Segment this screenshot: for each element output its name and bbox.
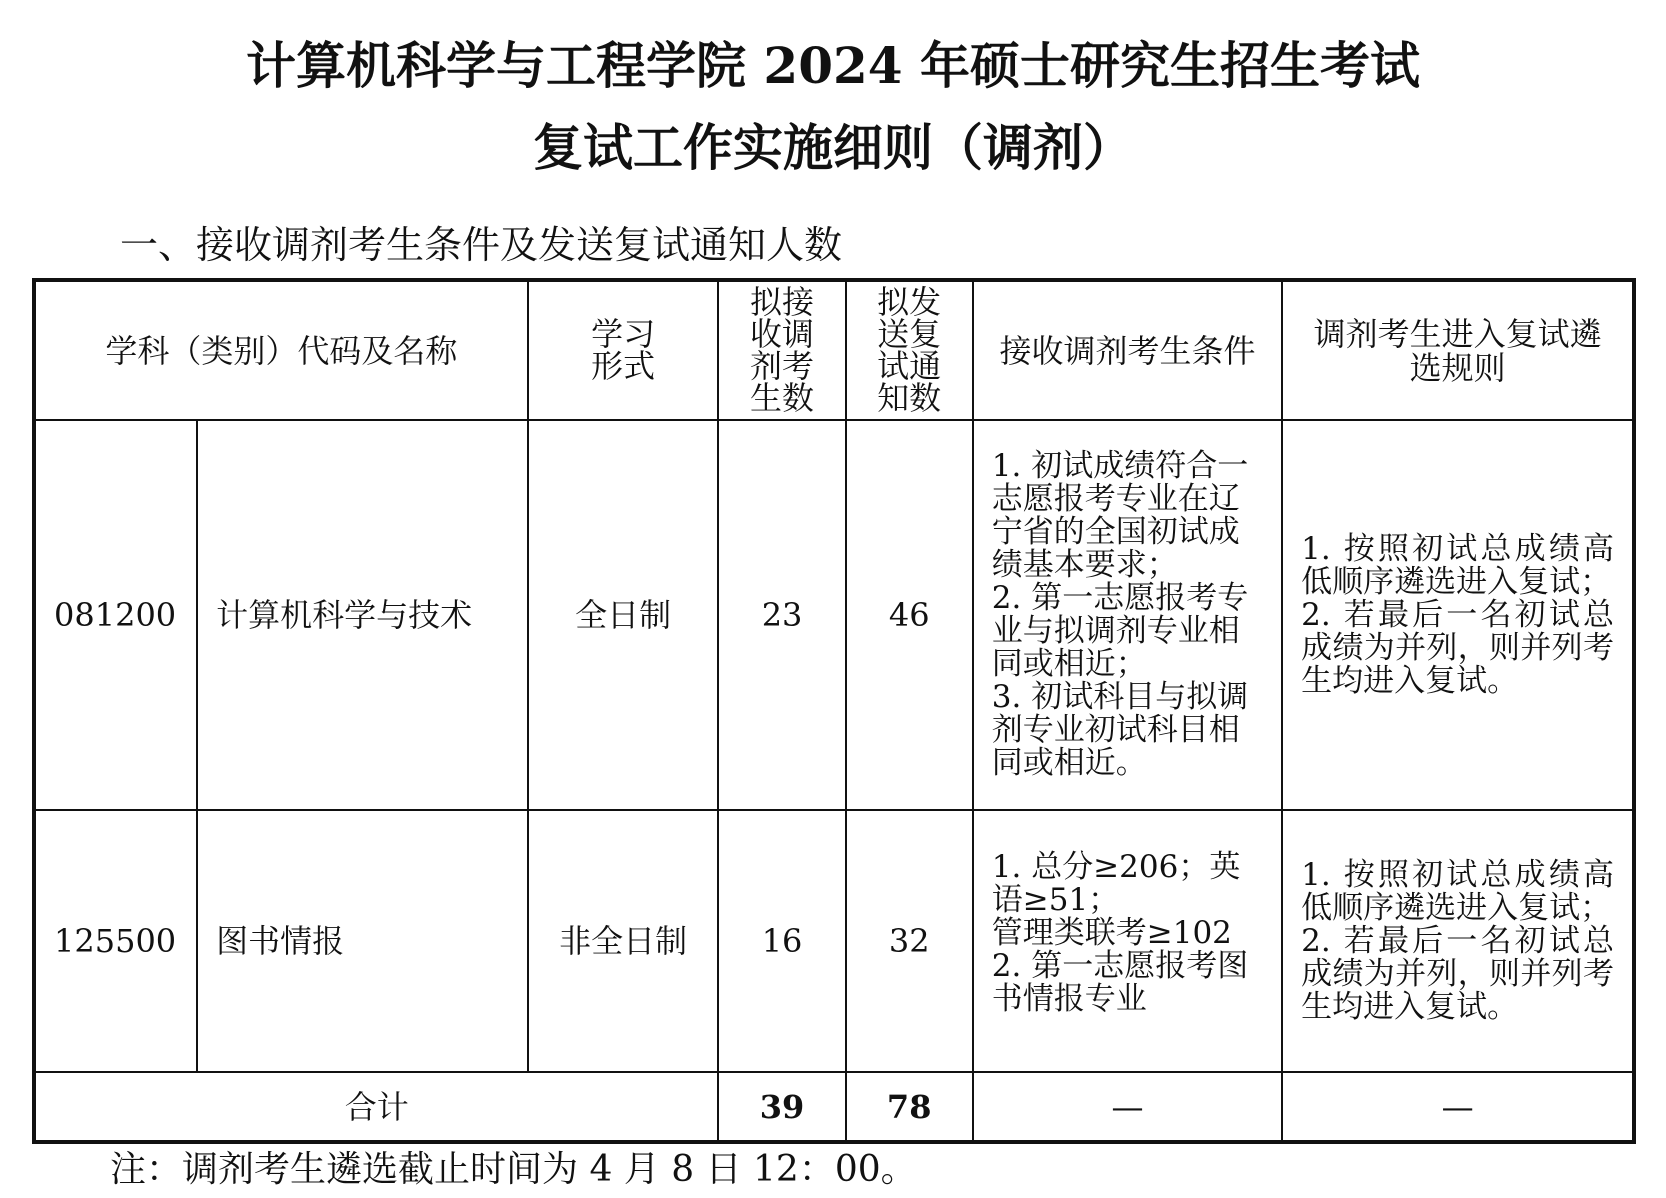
- table-row: [34, 420, 1634, 810]
- notify-count: 32: [846, 810, 973, 1072]
- footnote: 注：调剂考生遴选截止时间为 4 月 8 日 12：00。: [110, 1149, 917, 1190]
- header-rules: 调剂考生进入复试遴选规则: [1282, 280, 1634, 420]
- notify-count: 46: [846, 420, 973, 810]
- study-mode: 全日制: [528, 420, 719, 810]
- total-row: [34, 1072, 1634, 1142]
- study-mode: 非全日制: [528, 810, 719, 1072]
- admission-conditions: [973, 810, 1282, 1072]
- subject-name: 计算机科学与技术: [197, 420, 528, 810]
- condition-item: 2. 第一志愿报考图书情报专业: [991, 948, 1249, 1017]
- header-accept-label: 拟接收调剂考生数: [750, 283, 815, 417]
- selection-rules: [1282, 420, 1634, 810]
- subject-name: 图书情报: [197, 810, 528, 1072]
- admission-conditions: [973, 420, 1282, 810]
- section-heading: 一、接收调剂考生条件及发送复试通知人数: [120, 223, 843, 267]
- rule-item: 1. 按照初试总成绩高低顺序遴选进入复试；: [1301, 856, 1614, 926]
- rule-item: 1. 按照初试总成绩高低顺序遴选进入复试；: [1301, 530, 1614, 600]
- total-rules: —: [1282, 1072, 1634, 1142]
- document-title-line1: 计算机科学与工程学院 2024 年硕士研究生招生考试: [246, 36, 1420, 95]
- accept-count: 23: [718, 420, 845, 810]
- total-conditions: —: [973, 1072, 1282, 1142]
- accept-count: 16: [718, 810, 845, 1072]
- header-mode-label: 学习形式: [591, 315, 656, 385]
- selection-rules: [1282, 810, 1634, 1072]
- header-subject: 学科（类别）代码及名称: [34, 280, 528, 420]
- rule-item: 2. 若最后一名初试总成绩为并列，则并列考生均进入复试。: [1301, 922, 1614, 1025]
- document-title-line2: 复试工作实施细则（调剂）: [533, 118, 1133, 177]
- subject-code: 125500: [34, 810, 197, 1072]
- rule-item: 2. 若最后一名初试总成绩为并列，则并列考生均进入复试。: [1301, 596, 1614, 699]
- total-accept: 39: [718, 1072, 845, 1142]
- subject-code: 081200: [34, 420, 197, 810]
- table-header-row: [34, 280, 1634, 420]
- total-notify: 78: [846, 1072, 973, 1142]
- header-conditions: 接收调剂考生条件: [973, 280, 1282, 420]
- header-notify: [846, 280, 973, 420]
- condition-item: 2. 第一志愿报考专业与拟调剂专业相同或相近；: [991, 580, 1249, 682]
- condition-item: 管理类联考≥102: [991, 915, 1232, 951]
- header-mode: [528, 280, 719, 420]
- condition-item: 3. 初试科目与拟调剂专业初试科目相同或相近。: [991, 679, 1249, 781]
- condition-item: 1. 初试成绩符合一志愿报考专业在辽宁省的全国初试成绩基本要求；: [991, 448, 1249, 583]
- header-accept: [718, 280, 845, 420]
- total-label: 合计: [34, 1072, 718, 1142]
- header-notify-label: 拟发送复试通知数: [877, 283, 942, 417]
- condition-item: 1. 总分≥206；英语≥51；: [991, 849, 1241, 918]
- admission-table: [32, 278, 1636, 1144]
- table-row: [34, 810, 1634, 1072]
